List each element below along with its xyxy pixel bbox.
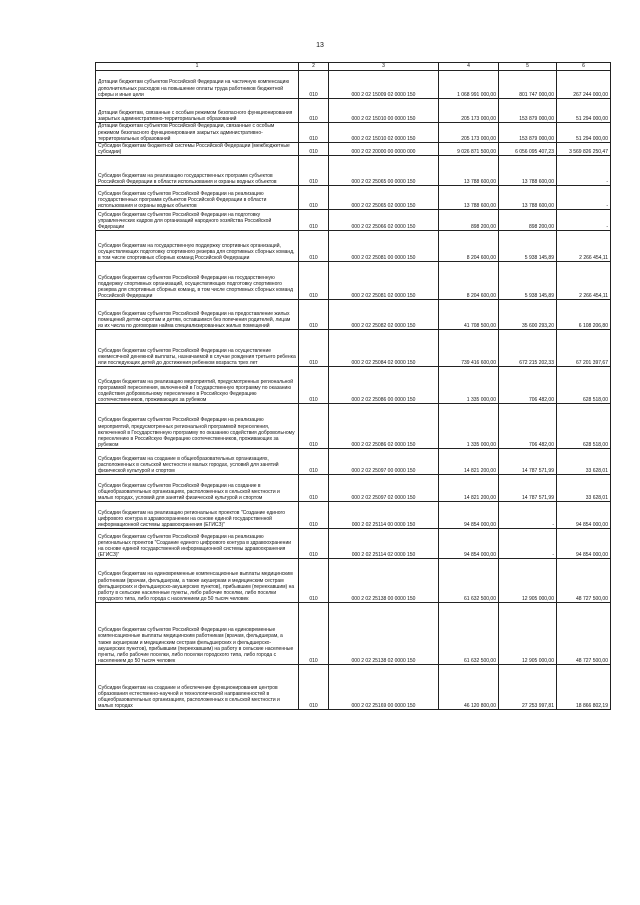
row-executed-value: 13 788 600,00	[499, 186, 557, 210]
row-executed-value: 5 938 145,89	[499, 262, 557, 300]
row-name: Субсидии бюджетам субъектов Российской Федерации на подготовку управленческих кадров для организаций народного хозяйства Российской Федерации	[96, 210, 299, 231]
row-remaining-value: -	[557, 156, 611, 186]
table-row	[96, 156, 611, 186]
row-remaining-value: 94 854 000,00	[557, 529, 611, 559]
row-executed-value: 706 482,00	[499, 367, 557, 404]
row-code: 010	[299, 186, 329, 210]
row-classifier: 000 2 02 25065 00 0000 150	[329, 156, 439, 186]
row-approved-value: 46 120 800,00	[439, 665, 499, 710]
row-remaining-value: 33 628,01	[557, 475, 611, 502]
column-header: 6	[557, 63, 611, 71]
row-approved-value: 8 204 600,00	[439, 262, 499, 300]
row-remaining-value: 51 294 000,00	[557, 123, 611, 143]
row-classifier: 000 2 02 25086 02 0000 150	[329, 404, 439, 449]
row-code: 010	[299, 449, 329, 475]
table-row	[96, 475, 611, 502]
table-row	[96, 71, 611, 99]
row-classifier: 000 2 02 25114 00 0000 150	[329, 502, 439, 529]
row-executed-value: 672 215 202,33	[499, 330, 557, 367]
row-remaining-value: 628 518,00	[557, 367, 611, 404]
row-name: Субсидии бюджетам субъектов Российской Федерации на реализацию государственных программ субъектов Российской Федерации в области использования и охраны водных объектов	[96, 186, 299, 210]
row-code: 010	[299, 404, 329, 449]
row-code: 010	[299, 665, 329, 710]
row-remaining-value: 94 854 000,00	[557, 502, 611, 529]
column-header: 1	[96, 63, 299, 71]
column-header: 3	[329, 63, 439, 71]
row-approved-value: 739 416 600,00	[439, 330, 499, 367]
row-code: 010	[299, 231, 329, 262]
table-row	[96, 529, 611, 559]
row-approved-value: 41 708 500,00	[439, 300, 499, 330]
table-row	[96, 367, 611, 404]
row-executed-value: -	[499, 502, 557, 529]
row-classifier: 000 2 02 25081 02 0000 150	[329, 262, 439, 300]
row-executed-value: 35 600 293,20	[499, 300, 557, 330]
row-classifier: 000 2 02 25065 02 0000 150	[329, 186, 439, 210]
row-name: Субсидии бюджетам субъектов Российской Федерации на реализацию мероприятий, предусмотренных региональной программой переселения, включенной в Государственную программу по оказанию содействия добровольному переселению в Российскую Федерацию соотечественников, проживающих за рубежом	[96, 404, 299, 449]
row-remaining-value: 267 244 000,00	[557, 71, 611, 99]
row-executed-value: 153 879 000,00	[499, 123, 557, 143]
table-row	[96, 404, 611, 449]
row-name: Дотации бюджетам субъектов Российской Федерации на частичную компенсацию дополнительных расходов на повышение оплаты труда работников бюджетной сферы и иные цели	[96, 71, 299, 99]
row-code: 010	[299, 71, 329, 99]
row-classifier: 000 2 02 15010 00 0000 150	[329, 99, 439, 123]
page-number: 13	[316, 42, 324, 49]
row-classifier: 000 2 02 25086 00 0000 150	[329, 367, 439, 404]
row-code: 010	[299, 529, 329, 559]
row-classifier: 000 2 02 25097 00 0000 150	[329, 449, 439, 475]
column-header: 2	[299, 63, 329, 71]
row-code: 010	[299, 330, 329, 367]
row-name: Субсидии бюджетам субъектов Российской Федерации на единовременные компенсационные выплаты медицинским работникам (врачам, фельдшерам, а также акушеркам и медицинским сестрам фельдшерских и фельдшерско-акушерских пунктов), прибывшим (переехавшим) на работу в сельские населенные пункты, либо рабочие поселки, либо поселки городского типа, либо города с населением до 50 тысяч человек	[96, 603, 299, 665]
row-executed-value: 12 905 000,00	[499, 603, 557, 665]
row-approved-value: 13 788 600,00	[439, 186, 499, 210]
row-code: 010	[299, 367, 329, 404]
table-row	[96, 99, 611, 123]
row-approved-value: 14 821 200,00	[439, 475, 499, 502]
row-executed-value: 14 787 571,99	[499, 449, 557, 475]
row-code: 010	[299, 262, 329, 300]
table-row	[96, 665, 611, 710]
row-name: Субсидии бюджетам субъектов Российской Федерации на создание в общеобразовательных организациях, расположенных в сельской местности и малых городах, условий для занятий физической культурой и спортом	[96, 475, 299, 502]
column-header: 4	[439, 63, 499, 71]
row-code: 010	[299, 143, 329, 156]
row-remaining-value: 628 518,00	[557, 404, 611, 449]
row-code: 010	[299, 123, 329, 143]
row-name: Субсидии бюджетам на государственную поддержку спортивных организаций, осуществляющих подготовку спортивного резерва для спортивных сборных команд, в том числе спортивных сборных команд Российской Федерации	[96, 231, 299, 262]
row-name: Субсидии бюджетам на создание и обеспечение функционирования центров образования естественно-научной и технологической направленностей в общеобразовательных организациях, расположенных в сельской местности и малых городах	[96, 665, 299, 710]
row-executed-value: 27 253 997,81	[499, 665, 557, 710]
row-name: Дотации бюджетам субъектов Российской Федерации, связанные с особым режимом безопасного функционирования закрытых административно-территориальных образований	[96, 123, 299, 143]
row-name: Дотации бюджетам, связанные с особым режимом безопасного функционирования закрытых административно-территориальных образований	[96, 99, 299, 123]
table-row	[96, 143, 611, 156]
row-classifier: 000 2 02 25138 02 0000 150	[329, 603, 439, 665]
table-row	[96, 502, 611, 529]
row-executed-value: 5 938 145,89	[499, 231, 557, 262]
row-executed-value: 12 905 000,00	[499, 559, 557, 603]
table-row	[96, 210, 611, 231]
row-code: 010	[299, 156, 329, 186]
table-row	[96, 559, 611, 603]
row-approved-value: 94 854 000,00	[439, 502, 499, 529]
row-code: 010	[299, 603, 329, 665]
row-name: Субсидии бюджетам на реализацию государственных программ субъектов Российской Федерации в области использования и охраны водных объектов	[96, 156, 299, 186]
row-remaining-value: 67 201 397,67	[557, 330, 611, 367]
row-name: Субсидии бюджетам субъектов Российской Федерации на реализацию региональных проектов "Создание единого цифрового контура в здравоохранении на основе единой государственной информационной системы здравоохранения (ЕГИСЗ)"	[96, 529, 299, 559]
row-code: 010	[299, 300, 329, 330]
table-row	[96, 330, 611, 367]
row-name: Субсидии бюджетам на реализацию региональных проектов "Создание единого цифрового контура в здравоохранении на основе единой государственной информационной системы здравоохранения (ЕГИСЗ)"	[96, 502, 299, 529]
row-classifier: 000 2 02 25066 02 0000 150	[329, 210, 439, 231]
row-classifier: 000 2 02 25082 02 0000 150	[329, 300, 439, 330]
row-classifier: 000 2 02 15010 02 0000 150	[329, 123, 439, 143]
row-remaining-value: 6 108 206,80	[557, 300, 611, 330]
budget-table	[95, 62, 611, 710]
row-code: 010	[299, 559, 329, 603]
table-row	[96, 300, 611, 330]
row-executed-value: 801 747 000,00	[499, 71, 557, 99]
row-approved-value: 9 026 871 500,00	[439, 143, 499, 156]
row-executed-value: 6 056 095 407,23	[499, 143, 557, 156]
row-executed-value: 14 787 571,99	[499, 475, 557, 502]
row-remaining-value: 18 866 802,19	[557, 665, 611, 710]
row-executed-value: -	[499, 529, 557, 559]
row-name: Субсидии бюджетам на реализацию мероприятий, предусмотренных региональной программой переселения, включенной в Государственную программу по оказанию содействия добровольному переселению в Российскую Федерацию соотечественников, проживающих за рубежом	[96, 367, 299, 404]
row-remaining-value: 3 569 826 250,47	[557, 143, 611, 156]
row-code: 010	[299, 502, 329, 529]
row-remaining-value: 51 294 000,00	[557, 99, 611, 123]
table-header-row	[96, 63, 611, 71]
row-code: 010	[299, 210, 329, 231]
row-executed-value: 13 788 600,00	[499, 156, 557, 186]
row-name: Субсидии бюджетам субъектов Российской Федерации на предоставление жилых помещений детям-сиротам и детям, оставшимся без попечения родителей, лицам из их числа по договорам найма специализированных жилых помещений	[96, 300, 299, 330]
row-name: Субсидии бюджетам на единовременные компенсационные выплаты медицинским работникам (врачам, фельдшерам, а также акушеркам и медицинским сестрам фельдшерских и фельдшерско-акушерских пунктов), прибывшим (переехавшим) на работу в сельские населенные пункты, либо рабочие поселки, либо поселки городского типа, либо города с населением до 50 тысяч человек	[96, 559, 299, 603]
row-code: 010	[299, 475, 329, 502]
row-approved-value: 94 854 000,00	[439, 529, 499, 559]
row-remaining-value: 2 266 454,11	[557, 231, 611, 262]
row-approved-value: 8 204 600,00	[439, 231, 499, 262]
row-remaining-value: 48 727 500,00	[557, 559, 611, 603]
row-name: Субсидии бюджетам субъектов Российской Федерации на государственную поддержку спортивных организаций, осуществляющих подготовку спортивного резерва для спортивных сборных команд, в том числе спортивных сборных команд Российской Федерации	[96, 262, 299, 300]
row-remaining-value: 2 266 454,11	[557, 262, 611, 300]
row-classifier: 000 2 02 25138 00 0000 150	[329, 559, 439, 603]
row-name: Субсидии бюджетам бюджетной системы Российской Федерации (межбюджетные субсидии)	[96, 143, 299, 156]
row-executed-value: 898 200,00	[499, 210, 557, 231]
table-row	[96, 123, 611, 143]
row-approved-value: 205 173 000,00	[439, 99, 499, 123]
row-classifier: 000 2 02 25097 02 0000 150	[329, 475, 439, 502]
table-row	[96, 262, 611, 300]
row-remaining-value: 33 628,01	[557, 449, 611, 475]
row-code: 010	[299, 99, 329, 123]
row-approved-value: 1 335 000,00	[439, 404, 499, 449]
row-approved-value: 61 632 500,00	[439, 559, 499, 603]
column-header: 5	[499, 63, 557, 71]
row-classifier: 000 2 02 25114 02 0000 150	[329, 529, 439, 559]
table-row	[96, 449, 611, 475]
table-row	[96, 603, 611, 665]
row-classifier: 000 2 02 20000 00 0000 000	[329, 143, 439, 156]
row-classifier: 000 2 02 25169 00 0000 150	[329, 665, 439, 710]
table-row	[96, 231, 611, 262]
row-name: Субсидии бюджетам субъектов Российской Федерации на осуществление ежемесячной денежной выплаты, назначаемой в случае рождения третьего ребенка или последующих детей до достижения ребенком возраста трех лет	[96, 330, 299, 367]
row-name: Субсидии бюджетам на создание в общеобразовательных организациях, расположенных в сельской местности и малых городах, условий для занятий физической культурой и спортом	[96, 449, 299, 475]
row-executed-value: 706 482,00	[499, 404, 557, 449]
row-approved-value: 14 821 200,00	[439, 449, 499, 475]
row-executed-value: 153 879 000,00	[499, 99, 557, 123]
row-remaining-value: -	[557, 210, 611, 231]
row-approved-value: 61 632 500,00	[439, 603, 499, 665]
row-remaining-value: -	[557, 186, 611, 210]
row-classifier: 000 2 02 15009 02 0000 150	[329, 71, 439, 99]
row-approved-value: 1 335 000,00	[439, 367, 499, 404]
row-approved-value: 205 173 000,00	[439, 123, 499, 143]
row-approved-value: 898 200,00	[439, 210, 499, 231]
row-classifier: 000 2 02 25081 00 0000 150	[329, 231, 439, 262]
table-row	[96, 186, 611, 210]
row-approved-value: 13 788 600,00	[439, 156, 499, 186]
row-classifier: 000 2 02 25084 02 0000 150	[329, 330, 439, 367]
row-approved-value: 1 068 991 000,00	[439, 71, 499, 99]
row-remaining-value: 48 727 500,00	[557, 603, 611, 665]
